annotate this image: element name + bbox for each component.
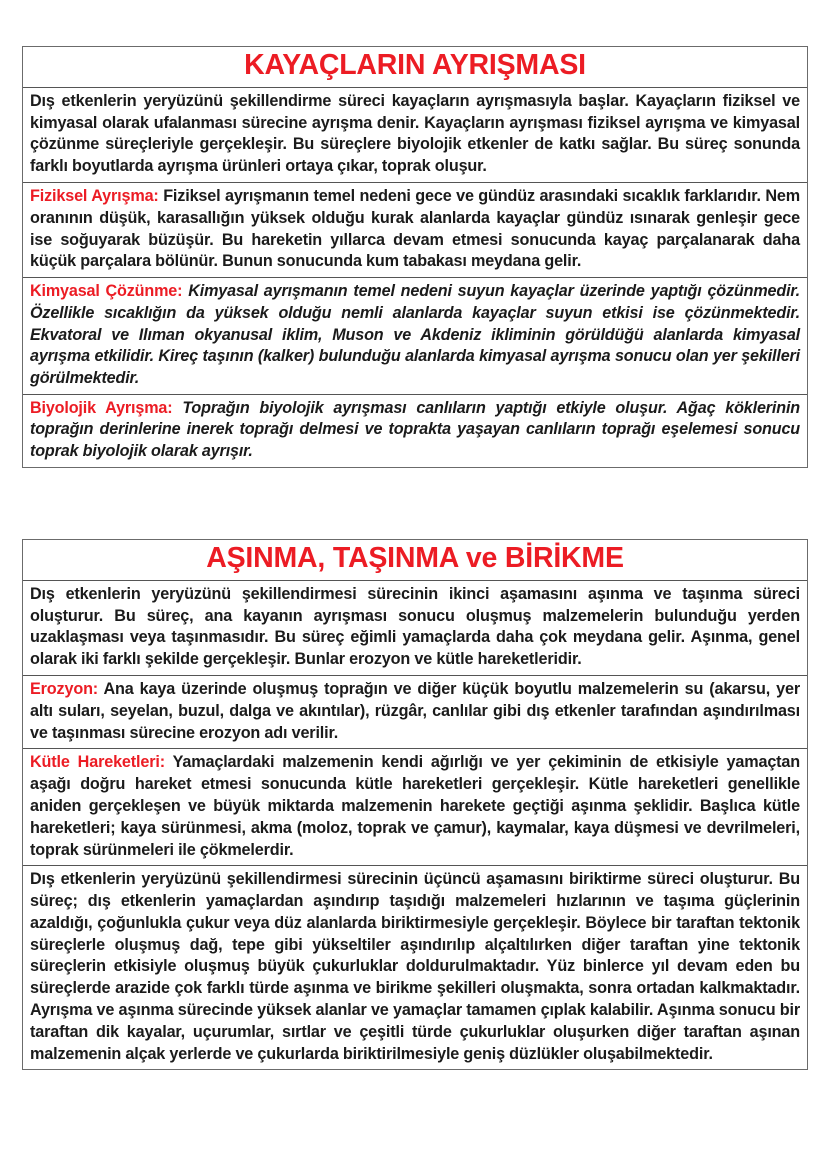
paragraph-text: Kimyasal ayrışmanın temel nedeni suyun kayaçlar üzerinde yaptığı çözünmedir. Özellikle sıcaklığın da yüksek olduğu nemli alanlarda kayaçlar suyun etkisi ise çözünmektedir. Ekvatoral ve Ilıman okyanusal iklim, Muson ve Akdeniz ikliminin görüldüğü alanlarda kimyasal ayrışma etkilidir. Kireç taşının (kalker) bulunduğu alanlarda kimyasal ayrışma sonucu olan yer şekilleri görülmektedir. <box>30 282 800 388</box>
paragraph-text: Yamaçlardaki malzemenin kendi ağırlığı ve yer çekiminin de etkisiyle yamaçtan aşağı doğru hareket etmesi sonucunda kütle hareketleri gerçekleşir. Kütle hareketleri genellikle aniden gerçekleşen ve büyük miktarda malzemenin harekete geçtiği aşınma şeklidir. Başlıca kütle hareketleri; kaya sürünmesi, akma (moloz, toprak ve çamur), kaymalar, kaya düşmesi ve devrilmeleri, toprak sürünmeleri ile çökmelerdir. <box>30 753 801 859</box>
term-label-kimyasal-cozunme: Kimyasal Çözünme: <box>30 282 183 301</box>
paragraph-intro <box>30 91 800 178</box>
section-title-row <box>23 540 807 581</box>
paragraph-row-kimyasal-cozunme <box>23 278 807 395</box>
page-title: AŞINMA, TAŞINMA ve BİRİKME <box>206 542 624 574</box>
term-label-biyolojik-ayrisma: Biyolojik Ayrışma: <box>30 398 173 417</box>
paragraph-kimyasal-cozunme <box>30 281 800 390</box>
paragraph-kutle-hareketleri <box>30 752 800 861</box>
paragraph-row-birikme <box>23 866 807 1069</box>
paragraph-text: Dış etkenlerin yeryüzünü şekillendirmesi sürecinin üçüncü aşamasını biriktirme süreci oluşturur. Bu süreç; dış etkenlerin yamaçlardan aşındırıp taşıdığı malzemeleri hızlarının ve taşıma güçlerinin azaldığı, çoğunlukla çukur veya düz alanlarda biriktirmesiyle gerçekleşir. Böylece bir taraftan tektonik süreçlerle oluşmuş dağ, tepe gibi yükseltiler aşındırılıp alçaltılırken diğer taraftan yine tektonik süreçlerin etkisiyle oluşmuş büyük çukurluklar doldurulmaktadır. Yüz binlerce yıl devam eden bu süreçlerde arazide çok farklı türde aşınma ve birikme şekilleri oluşmakta, sonra ortadan kalkmaktadır. Ayrışma ve aşınma sürecinde yüksek alanlar ve yamaçlar tamamen çıplak kalabilir. Aşınma sonucu bir taraftan dik kayalar, uçurumlar, sırtlar ve çeşitli türde çukurluklar oluşurken diğer taraftan aşınan malzemenin alçak yerlerde ve çukurlarda biriktirilmesiyle geniş düzlükler oluşabilmektedir. <box>30 870 800 1063</box>
paragraph-asinma-tasinma-intro <box>30 584 800 671</box>
paragraph-row-kutle-hareketleri <box>23 749 807 866</box>
paragraph-erozyon <box>30 679 800 744</box>
paragraph-biyolojik-ayrisma <box>30 398 800 463</box>
section-asinma-tasinma-birikme <box>22 539 808 1070</box>
paragraph-birikme <box>30 869 800 1065</box>
paragraph-text: Fiziksel ayrışmanın temel nedeni gece ve gündüz arasındaki sıcaklık farklarıdır. Nem oranının düşük, karasallığın yüksek olduğu kurak alanlarda kayaçlar gündüz ısınarak genleşir gece ise soğuyarak büzüşür. Bu hareketin yıllarca devam etmesi sonucunda kayaç parçalanarak daha küçük parçalara bölünür. Bunun sonucunda kum tabakası meydana gelir. <box>30 187 800 271</box>
paragraph-fiziksel-ayrisma <box>30 186 800 273</box>
section-kayaclarin-ayrismasi <box>22 46 808 468</box>
term-label-kutle-hareketleri: Kütle Hareketleri: <box>30 753 165 772</box>
page-title: KAYAÇLARIN AYRIŞMASI <box>244 49 586 81</box>
paragraph-row-intro <box>23 88 807 183</box>
term-label-fiziksel-ayrisma: Fiziksel Ayrışma: <box>30 187 159 206</box>
paragraph-text: Ana kaya üzerinde oluşmuş toprağın ve diğer küçük boyutlu malzemelerin su (akarsu, yer altı suları, seyelan, buzul, dalga ve akıntılar), rüzgâr, canlılar gibi dış etkenler tarafından aşındırılması ve taşınması sürecine erozyon adı verilir. <box>30 680 801 742</box>
paragraph-row-erozyon <box>23 676 807 749</box>
paragraph-row-fiziksel-ayrisma <box>23 183 807 278</box>
paragraph-text: Toprağın biyolojik ayrışması canlıların yaptığı etkiyle oluşur. Ağaç köklerinin toprağın derinlerine inerek toprağı delmesi ve toprakta yaşayan canlıların toprağı eşelemesi sonucu toprak biyolojik olarak ayrışır. <box>30 398 800 461</box>
paragraph-row-asinma-tasinma-intro <box>23 581 807 676</box>
paragraph-text: Dış etkenlerin yeryüzünü şekillendirmesi sürecinin ikinci aşamasını aşınma ve taşınma süreci oluşturur. Bu süreç, ana kayanın ayrışması sonucu oluşmuş malzemelerin bulunduğu yerden uzaklaşması veya taşınmasıdır. Bu süreç eğimli yamaçlarda daha çok meydana gelir. Aşınma, genel olarak iki farklı şekilde gerçekleşir. Bunlar erozyon ve kütle hareketleridir. <box>30 584 800 669</box>
term-label-erozyon: Erozyon: <box>30 680 99 699</box>
paragraph-text: Dış etkenlerin yeryüzünü şekillendirme süreci kayaçların ayrışmasıyla başlar. Kayaçların fiziksel ve kimyasal olarak ufalanması sürecine ayrışma denir. Kayaçların ayrışması fiziksel ayrışma ve kimyasal çözünme süreçleriyle gerçekleşir. Bu süreçlere biyolojik etkenler de katkı sağlar. Bu süreç sonunda farklı boyutlarda ayrışma ürünleri ortaya çıkar, toprak oluşur. <box>30 91 800 176</box>
section-title-row <box>23 47 807 88</box>
paragraph-row-biyolojik-ayrisma <box>23 395 807 467</box>
